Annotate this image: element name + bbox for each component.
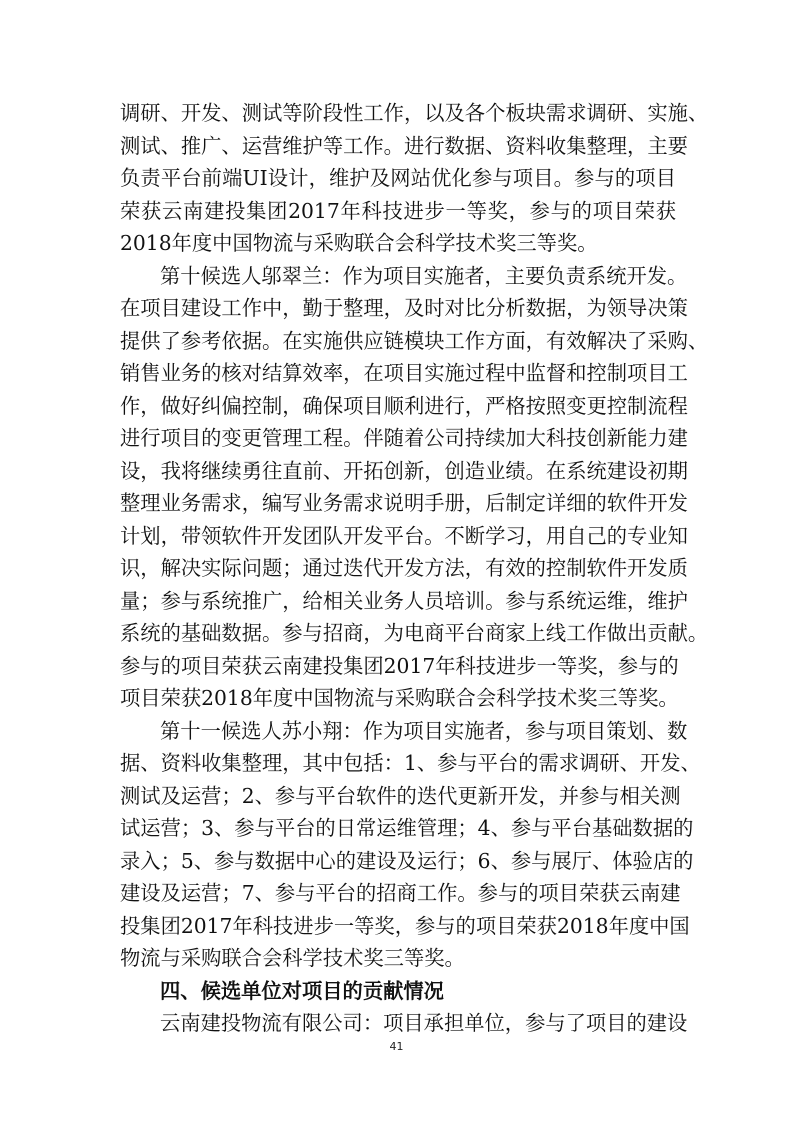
text-line: 据、资料收集整理，其中包括：1、参与平台的需求调研、开发、 xyxy=(120,751,701,775)
section-heading: 四、候选单位对项目的贡献情况 xyxy=(160,978,444,1003)
text-line: 云南建投物流有限公司：项目承担单位，参与了项目的建设 xyxy=(160,1011,688,1035)
text-line: 第十一候选人苏小翔：作为项目实施者，参与项目策划、数 xyxy=(160,718,688,743)
text-line: 在项目建设工作中，勤于整理，及时对比分析数据，为领导决策 xyxy=(120,296,688,320)
text-line: 荣获云南建投集团2017年科技进步一等奖，参与的项目荣获 xyxy=(120,198,676,223)
text-line: 试运营；3、参与平台的日常运维管理；4、参与平台基础数据的 xyxy=(120,816,694,840)
text-line: 整理业务需求，编写业务需求说明手册，后制定详细的软件开发 xyxy=(120,491,688,515)
text-line: 项目荣获2018年度中国物流与采购联合会科学技术奖三等奖。 xyxy=(120,686,679,710)
text-line: 参与的项目荣获云南建投集团2017年科技进步一等奖，参与的 xyxy=(120,653,679,678)
text-line: 进行项目的变更管理工程。伴随着公司持续加大科技创新能力建 xyxy=(120,426,688,450)
text-line: 建设及运营；7、参与平台的招商工作。参与的项目荣获云南建 xyxy=(120,881,681,905)
text-line: 负责平台前端UI设计，维护及网站优化参与项目。参与的项目 xyxy=(120,166,676,190)
text-line: 系统的基础数据。参与招商，为电商平台商家上线工作做出贡献。 xyxy=(120,621,709,645)
text-line: 投集团2017年科技进步一等奖，参与的项目荣获2018年度中国 xyxy=(120,913,690,938)
text-line: 物流与采购联合会科学技术奖三等奖。 xyxy=(120,946,465,970)
text-line: 设，我将继续勇往直前、开拓创新，创造业绩。在系统建设初期 xyxy=(120,458,688,483)
text-line: 作，做好纠偏控制，确保项目顺利进行，严格按照变更控制流程 xyxy=(120,393,688,418)
text-line: 测试及运营；2、参与平台软件的迭代更新开发，并参与相关测 xyxy=(120,783,681,808)
text-line: 录入；5、参与数据中心的建设及运行；6、参与展厅、体验店的 xyxy=(120,848,694,873)
text-line: 销售业务的核对结算效率，在项目实施过程中监督和控制项目工 xyxy=(120,361,688,385)
text-line: 第十候选人邬翠兰：作为项目实施者，主要负责系统开发。 xyxy=(160,263,688,288)
text-line: 提供了参考依据。在实施供应链模块工作方面，有效解决了采购、 xyxy=(120,328,709,353)
text-line: 计划，带领软件开发团队开发平台。不断学习，用自己的专业知 xyxy=(120,523,688,548)
text-line: 量；参与系统推广，给相关业务人员培训。参与系统运维，维护 xyxy=(120,588,688,613)
body-text xyxy=(120,97,709,1040)
text-line: 调研、开发、测试等阶段性工作，以及各个板块需求调研、实施、 xyxy=(120,101,709,125)
text-line: 识，解决实际问题；通过迭代开发方法，有效的控制软件开发质 xyxy=(120,556,688,580)
text-line: 2018年度中国物流与采购联合会科学技术奖三等奖。 xyxy=(120,231,598,255)
page-number: 41 xyxy=(389,1040,404,1053)
text-line: 测试、推广、运营维护等工作。进行数据、资料收集整理，主要 xyxy=(120,133,688,158)
